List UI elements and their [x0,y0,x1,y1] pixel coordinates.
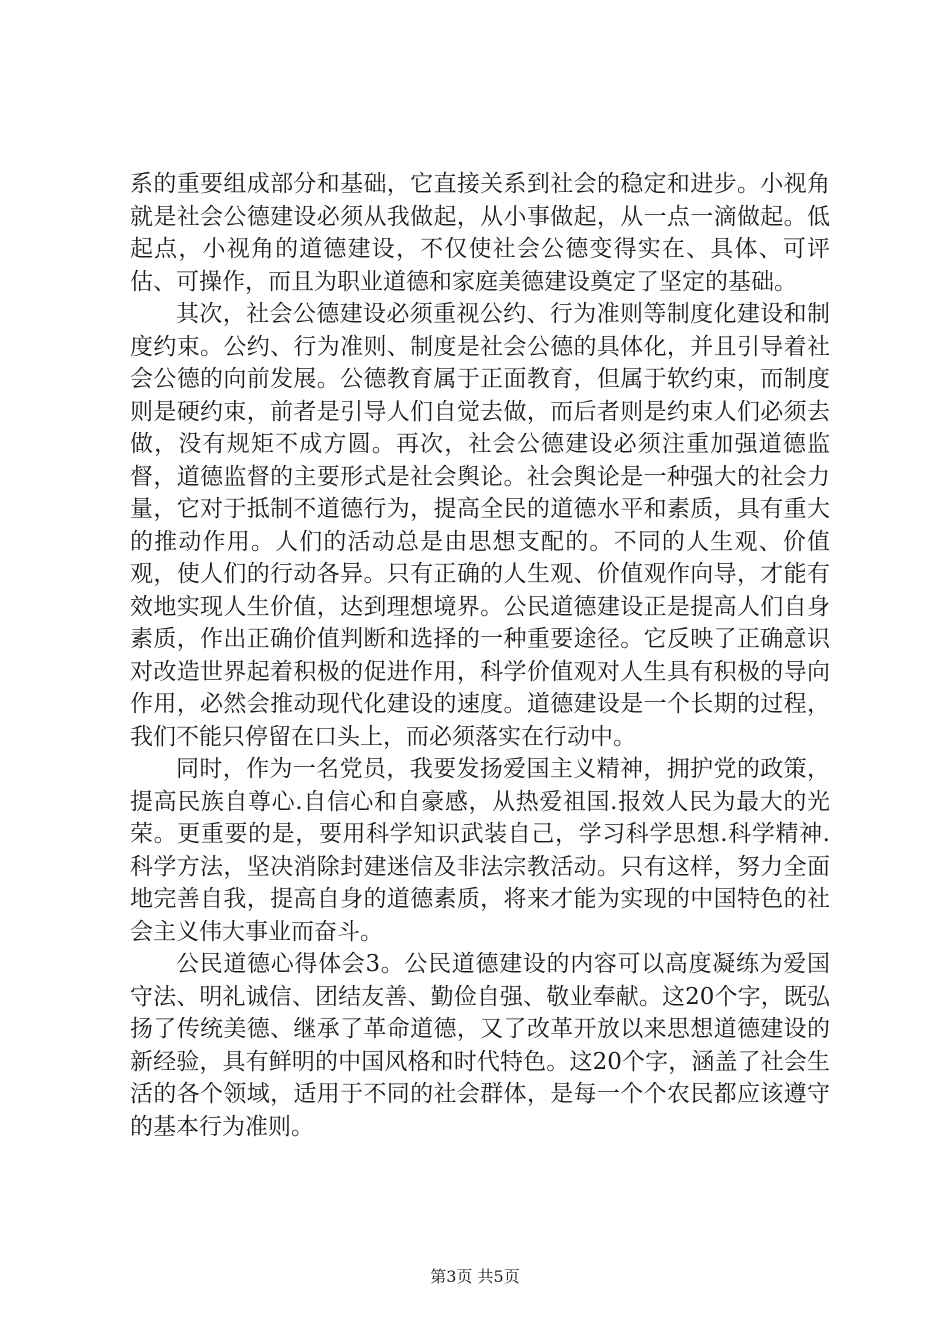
document-body [130,168,830,1143]
paragraph-reflection-3: 公民道德心得体会3。公民道德建设的内容可以高度凝练为爱国守法、明礼诚信、团结友善、勤俭自强、敬业奉献。这20个字，既弘扬了传统美德、继承了革命道德，又了改革开放以来思想道德建设的新经验，具有鲜明的中国风格和时代特色。这20个字，涵盖了社会生活的各个领域，适用于不同的社会群体，是每一个个农民都应该遵守的基本行为准则。 [130,951,830,1140]
paragraph-meanwhile: 同时，作为一名党员，我要发扬爱国主义精神，拥护党的政策，提高民族自尊心.自信心和自豪感，从热爱祖国.报效人民为最大的光荣。更重要的是，要用科学知识武装自己，学习科学思想.科学精神.科学方法，坚决消除封建迷信及非法宗教活动。只有这样，努力全面地完善自我，提高自身的道德素质，将来才能为实现的中国特色的社会主义伟大事业而奋斗。 [130,756,830,945]
paragraph-secondly: 其次，社会公德建设必须重视公约、行为准则等制度化建设和制度约束。公约、行为准则、制度是社会公德的具体化，并且引导着社会公德的向前发展。公德教育属于正面教育，但属于软约束，而制度则是硬约束，前者是引导人们自觉去做，而后者则是约束人们必须去做，没有规矩不成方圆。再次，社会公德建设必须注重加强道德监督，道德监督的主要形式是社会舆论。社会舆论是一种强大的社会力量，它对于抵制不道德行为，提高全民的道德水平和素质，具有重大的推动作用。人们的活动总是由思想支配的。不同的人生观、价值观，使人们的行动各异。只有正确的人生观、价值观作向导，才能有效地实现人生价值，达到理想境界。公民道德建设正是提高人们自身素质，作出正确价值判断和选择的一种重要途径。它反映了正确意识对改造世界起着积极的促进作用，科学价值观对人生具有积极的导向作用，必然会推动现代化建设的速度。道德建设是一个长期的过程，我们不能只停留在口头上，而必须落实在行动中。 [130,301,830,750]
page-number-footer: 第3页 共5页 [430,1267,520,1286]
paragraph-continuation: 系的重要组成部分和基础，它直接关系到社会的稳定和进步。小视角就是社会公德建设必须从我做起，从小事做起，从一点一滴做起。低起点，小视角的道德建设，不仅使社会公德变得实在、具体、可评估、可操作，而且为职业道德和家庭美德建设奠定了坚定的基础。 [130,171,830,295]
